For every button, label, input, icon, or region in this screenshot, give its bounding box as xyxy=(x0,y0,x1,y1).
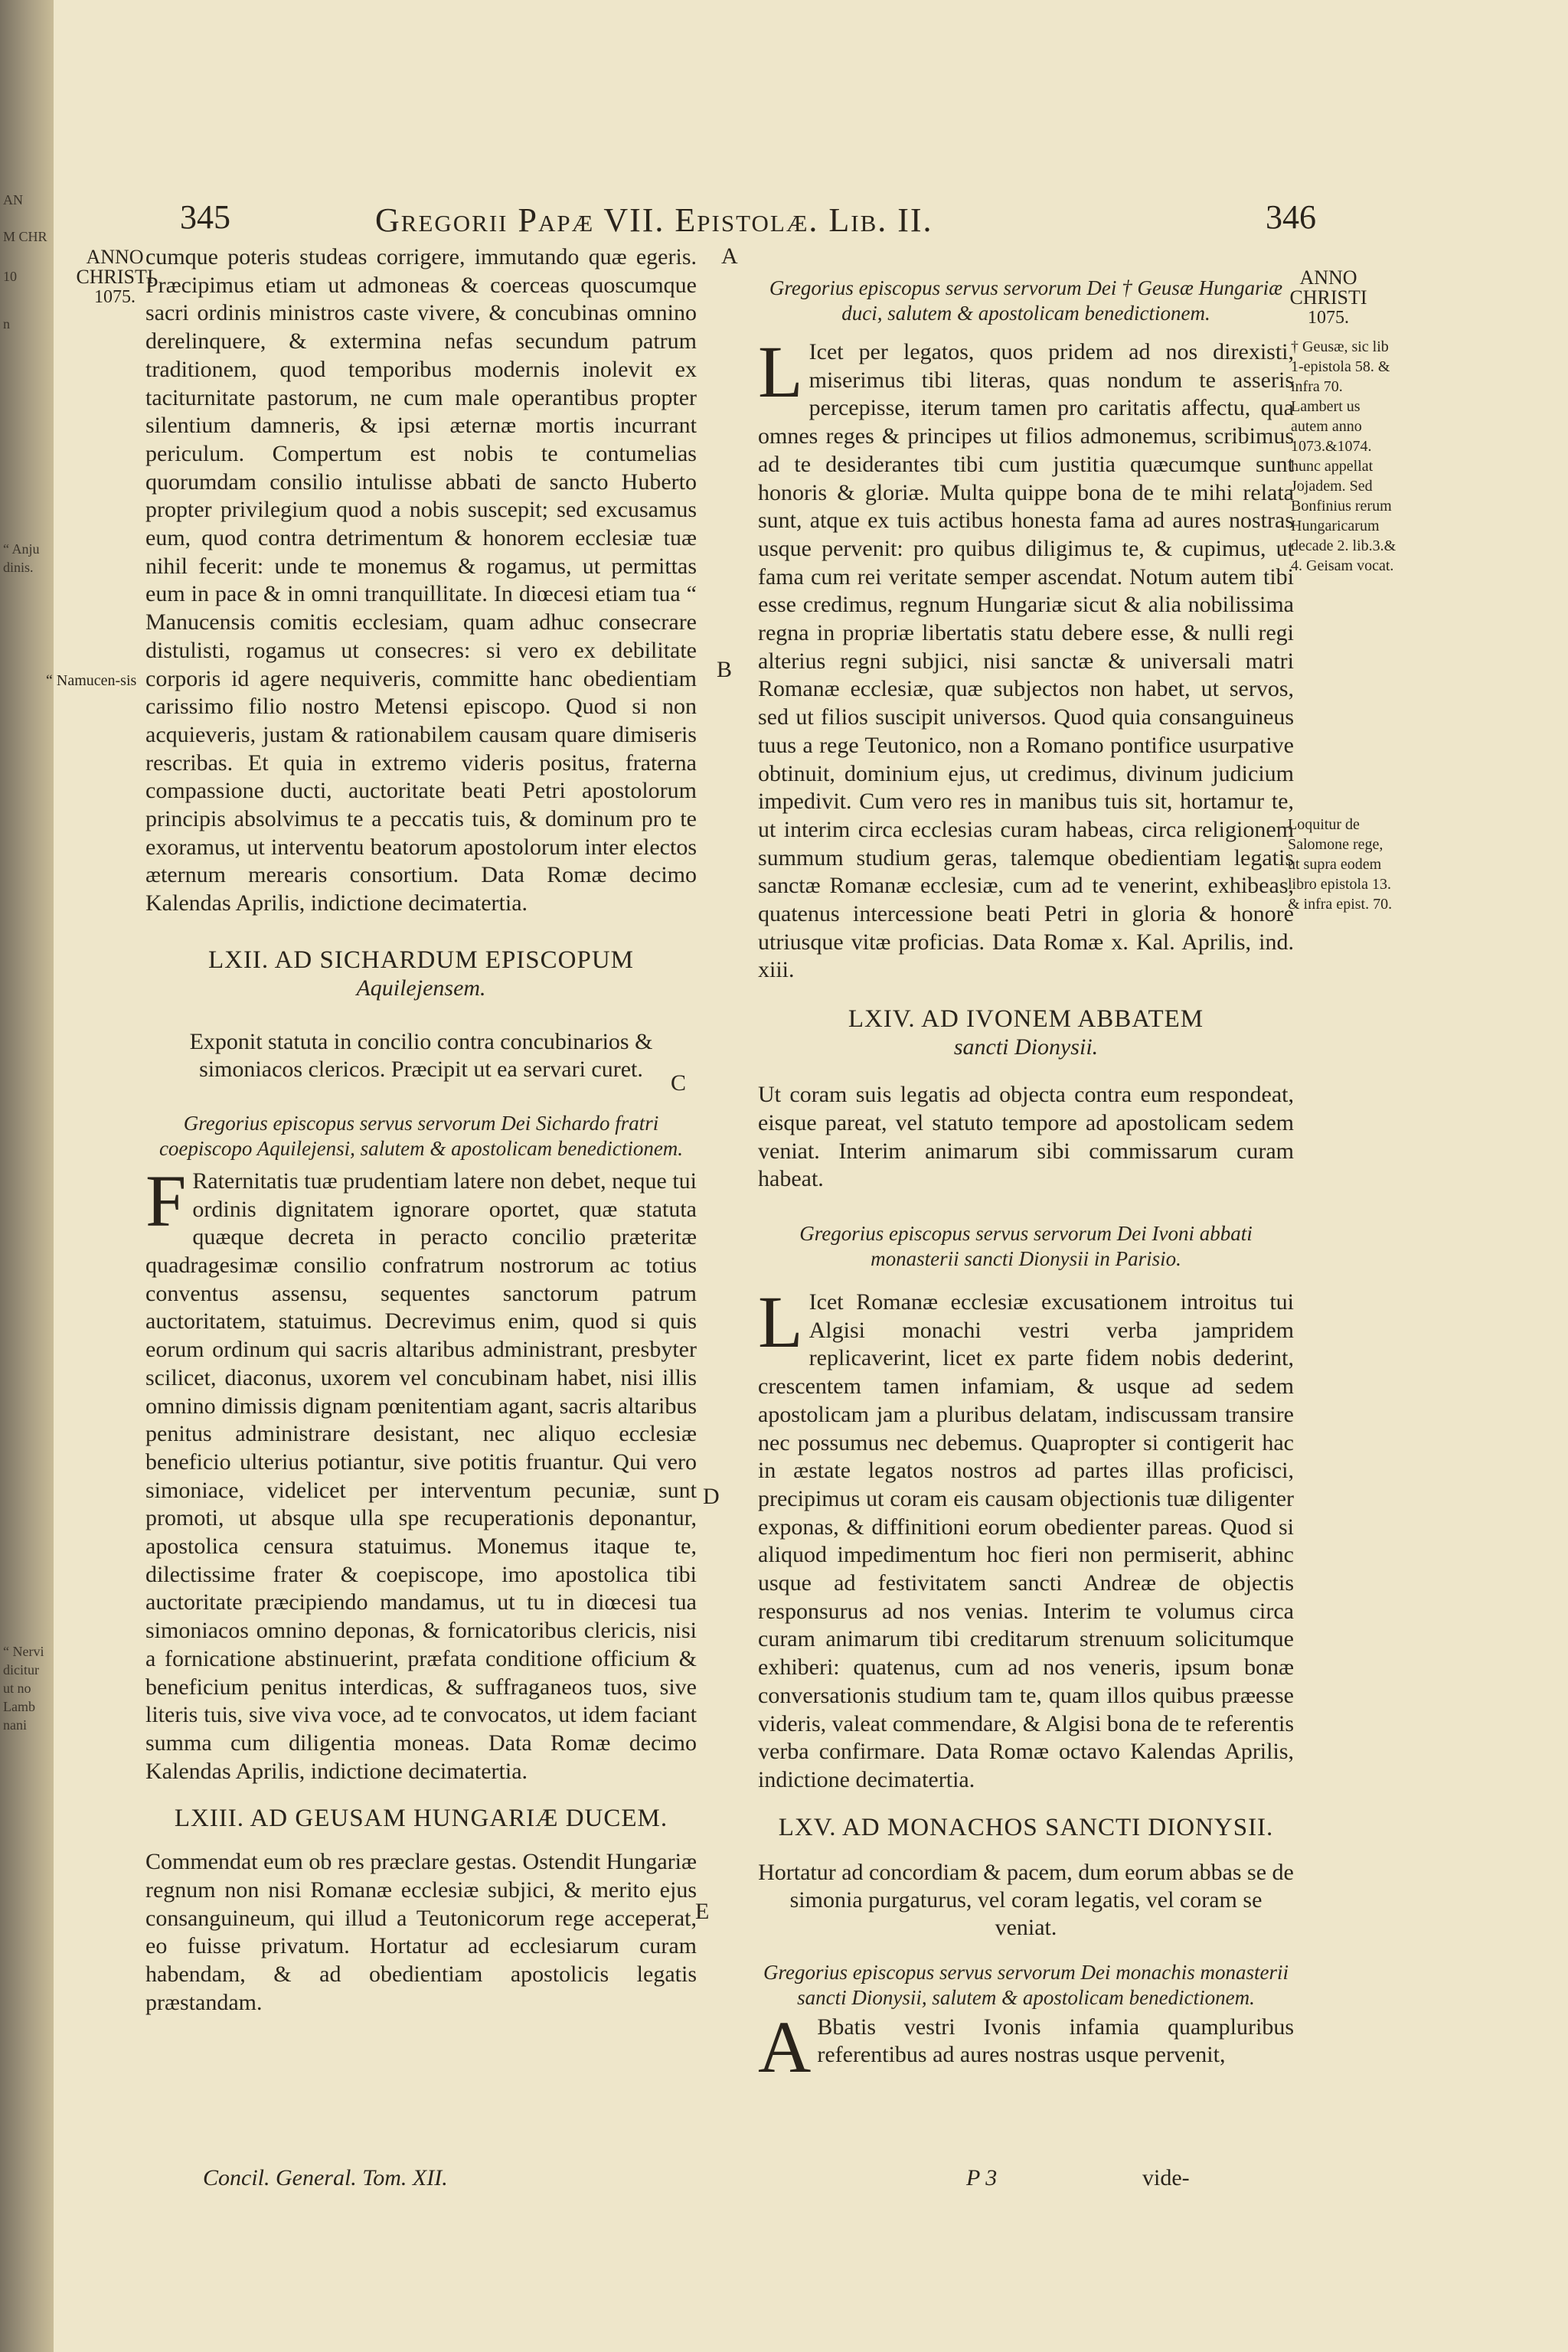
drop-cap: F xyxy=(145,1159,187,1242)
letter-summary: Hortatur ad concordiam & pacem, dum eorum abbas se de simonia purgaturus, vel coram legatis, vel coram se veniat. xyxy=(758,1859,1294,1940)
margin-note-salomone: Loquitur de Salomone rege, ut supra eodem libro epistola 13. & infra epist. 70. xyxy=(1288,816,1393,913)
letter-salutation: Gregorius episcopus servus servorum Dei † Geusæ Hungariæ duci, salutem & apostolicam benedictionem. xyxy=(769,276,1283,325)
letter-heading-sub: Aquilejensem. xyxy=(356,975,486,1001)
section-letter-e: E xyxy=(695,1899,710,1924)
section-letter-c: C xyxy=(671,1070,687,1096)
letter-heading-65: LXV. AD MONACHOS SANCTI DIONYSII. xyxy=(778,1813,1274,1841)
letter-heading-sub: sancti Dionysii. xyxy=(953,1034,1099,1060)
letter-heading-62: LXII. AD SICHARDUM EPISCOPUM xyxy=(207,946,635,974)
left-edge-fragment: 10 xyxy=(3,269,17,284)
letter-text: cumque poteris studeas corrigere, immutando quæ egeris. Præcipimus etiam ut admoneas & coerceas quoscumque sacri ordinis ministros caste vivere, & concubinas omnino derelinquere, & extermina nefas secundum patrum traditionem, quod temporibus modernis inolevit ex taciturnitate pastorum, ne cum male operantibus propter silentium damneris, & ipsi æternæ mortis incurrant periculum. Compertum est nobis te contumelias quorumdam consilio intulisse abbati de sancto Huberto propter privilegium quod a nobis suscepit; sed excusamus eum, quod contra detrimentum & honorem ecclesiæ tuæ nihil fecerit: unde te monemus & rogamus, ut permittas eum in pace & in omni tranquillitate. In diœcesi etiam tua “ Manucensis comitis ecclesiam, quam adhuc consecrare distulisti, rogamus ut consecres: si vero ex debilitate corporis id agere nequiveris, committe hanc obedientiam carissimo filio nostro Metensi episcopo. Quod si non acquieveris, justam & rationabilem causam quare dimiseris rescribas. Et quia in extremo videris positus, fraterna compassione ducti, auctoritate beati Petri apostolorum principis absolvimus te a peccatis tuis, & dominum pro te exoramus, ut interventu beatorum apostolorum inter electos æternum merearis consortium. Data Romæ decimo Kalendas Aprilis, indictione decimatertia. xyxy=(145,244,697,916)
letter-body xyxy=(758,1280,1294,1795)
letter-text: Bbatis vestri Ivonis infamia quampluribus referentibus ad aures nostras usque pervenit, xyxy=(817,2014,1294,2068)
signature-mark: P 3 xyxy=(966,2165,998,2190)
letter-text: Icet Romanæ ecclesiæ excusationem introitus tui Algisi monachi vestri verba jampridem replicaverint, licet ex parte fidem nobis dederint, crescentem tamen infamiam, & usque ad sedem apostolicam jam a pluribus delatam, indiscussam transire nec possumus nec debemus. Quapropter si contigerit hac in æstate legatos nostros ad partes illas proficisci, precipimus ut coram eis causam objectionis tuæ diligenter exponas, & diffinitioni eorum obedienter pareas. Quod si aliquod impedimentum hoc fieri non permiserit, abhinc usque ad festivitatem sancti Andreæ de objectis responsurus ad nos venias. Interim te volumus circa curam animarum tibi creditarum strenuum solicitumque exhiberi: quatenus, cum ad nos veneris, ipsum bonæ conversationis studium tam te, quam illos quibus præesse videris, valeat commendare, & Algisi bona de te referentis verba confirmare. Data Romæ octavo Kalendas Aprilis, indictione decimatertia. xyxy=(758,1289,1294,1792)
left-edge-fragment: M CHR xyxy=(3,229,47,244)
letter-body xyxy=(145,1159,697,1785)
letter-salutation: Gregorius episcopus servus servorum Dei monachis monasterii sancti Dionysii, salutem & apostolicam benedictionem. xyxy=(763,1960,1289,2009)
drop-cap: A xyxy=(758,2005,812,2088)
left-edge-fragment: “ Nervi xyxy=(3,1644,44,1659)
letter-summary: Ut coram suis legatis ad objecta contra eum respondeat, eisque pareat, vel statuto tempore ad apostolicam sedem veniat. Interim animarum sibi commissarum curam habeat. xyxy=(758,1082,1294,1192)
letter-summary: Commendat eum ob res præclare gestas. Ostendit Hungariæ regnum non nisi Romanæ ecclesiæ subjici, & merito ejus consanguineum, qui illud a Teutonicorum rege acceperat, eo fuisse privatum. Hortatur ad ecclesiarum curam habendam, & ad obedientiam apostolicis legatis præstandam. xyxy=(145,1849,697,2015)
letter-body xyxy=(758,331,1294,985)
letter-text: Icet per legatos, quos pridem ad nos direxisti, miserimus tibi literas, quas nondum te asseris percepisse, iterum tamen pro caritatis affectu, qua omnes reges & principes ut filios admonemus, scribimus ad te desiderantes tibi cum justitia quæcumque sunt honoris & gloriæ. Multa quippe bona de te mihi relata sunt, atque ex tuis actibus honesta fama ad aures nostras usque pervenit: pro quibus diligimus te, & cupimus, ut fama cum rei veritate semper ascendat. Notum autem tibi esse credimus, regnum Hungariæ sicut & alia nobilissima regna in propriæ libertatis statu debere esse, & nulli regi alterius regni subjici, nisi sanctæ & universali matri Romanæ ecclesiæ, quæ subjectos non habet, ut servos, sed ut filios suscipit universos. Quod quia consanguineus tuus a rege Teutonico, non a Romano pontifice usurpative obtinuit, dominium ejus, ut credimus, divinum judicium impedivit. Cum vero res in manibus tuis sit, hortamur te, ut interim circa ecclesias curam habeas, circa religionem summum studium geras, talemque obedientiam legatis sanctæ Romanæ ecclesiæ, cum ad te venerint, exhibeas, quatenus intercessione beati Petri in gloria & honore utriusque vitæ proficias. Data Romæ x. Kal. Aprilis, ind. xiii. xyxy=(758,339,1294,983)
book-page xyxy=(46,0,1568,2352)
letter-body xyxy=(758,2005,1294,2088)
margin-christi: CHRISTI xyxy=(1289,286,1367,309)
drop-cap: L xyxy=(758,1280,803,1363)
margin-year: 1075. xyxy=(94,287,136,307)
margin-anno: ANNO xyxy=(1299,266,1357,289)
margin-anno: ANNO xyxy=(86,246,144,268)
section-letter-d: D xyxy=(703,1484,720,1509)
section-letter-b: B xyxy=(717,657,733,682)
letter-salutation: Gregorius episcopus servus servorum Dei Sichardo fratri coepiscopo Aquilejensi, salutem & apostolicam benedictionem. xyxy=(158,1111,684,1160)
letter-summary: Exponit statuta in concilio contra concubinarios & simoniacos clericos. Præcipit ut ea servari curet. xyxy=(189,1028,653,1082)
left-edge-fragment: dicitur xyxy=(3,1662,39,1677)
running-title: Gregorii Papæ VII. Epistolæ. Lib. II. xyxy=(375,201,933,239)
letter-heading-64: LXIV. AD IVONEM ABBATEM xyxy=(848,1005,1204,1034)
page-number-right: 346 xyxy=(1266,198,1316,236)
margin-year: 1075. xyxy=(1308,308,1349,328)
left-edge-fragment: AN xyxy=(3,192,23,207)
footer-volume: Concil. General. Tom. XII. xyxy=(203,2165,448,2190)
left-edge-fragment: “ Anju xyxy=(3,541,40,557)
catchword: vide- xyxy=(1142,2165,1190,2190)
left-edge-fragment: n xyxy=(3,316,10,332)
letter-heading-63: LXIII. AD GEUSAM HUNGARIÆ DUCEM. xyxy=(174,1805,668,1833)
left-page-edge xyxy=(0,0,54,2352)
margin-note-left: “ Namucen-sis xyxy=(46,672,137,689)
right-column xyxy=(758,276,1294,2088)
left-edge-fragment: Lamb xyxy=(3,1699,35,1714)
letter-salutation: Gregorius episcopus servus servorum Dei Ivoni abbati monasterii sancti Dionysii in Parisio. xyxy=(799,1221,1253,1270)
page-number-left: 345 xyxy=(180,198,230,236)
left-edge-fragment: nani xyxy=(3,1717,27,1733)
left-column xyxy=(145,243,697,2017)
left-edge-fragment: ut no xyxy=(3,1681,31,1696)
drop-cap: L xyxy=(758,331,803,413)
margin-note-geusa: † Geusæ, sic lib 1-epistola 58. & infra 70. Lambert us autem anno 1073.&1074. hunc appellat Jojadem. Sed Bonfinius rerum Hungaricarum decade 2. lib.3.& 4. Geisam vocat. xyxy=(1291,338,1396,574)
left-edge-fragment: dinis. xyxy=(3,560,34,575)
margin-christi: CHRISTI xyxy=(76,266,154,288)
section-letter-a: A xyxy=(721,243,738,269)
letter-text: Raternitatis tuæ prudentiam latere non debet, neque tui ordinis dignitatem ignorare oportet, quæ statuta quæque decreta in peracto concilio præteritæ quadragesimæ consilio confratrum nostrorum ac totius conventus assensu, sequentes sanctorum patrum auctoritatem, statuimus. Decrevimus enim, quod si quis eorum ordinum qui sacris altaribus administrant, presbyter scilicet, diaconus, uxorem vel concubinam habet, nisi illis omnino dimissis dignam pœnitentiam agant, sacris altaribus penitus administrare desistant, nec aliquo ecclesiæ beneficio ulterius potiantur, sive potitis fruantur. Qui vero simoniace, videlicet per interventum pecuniæ, sunt promoti, ut absque ulla spe recuperationis deponantur, apostolica censura statuimus. Monemus itaque te, dilectissime frater & coepiscope, imo apostolica tibi auctoritate præcipiendo mandamus, ut tu in diœcesi tua simoniacos omnino deponas, & fornicatoribus clericis, nisi a fornicatione abstinuerint, præfata conditione officium & beneficium penitus interdicas, & suffraganeos tuos, sive literis tuis, sive viva voce, ad te convocatos, ut idem faciant summa cum diligentia moneas. Data Romæ decimo Kalendas Aprilis, indictione decimatertia. xyxy=(145,1168,697,1784)
